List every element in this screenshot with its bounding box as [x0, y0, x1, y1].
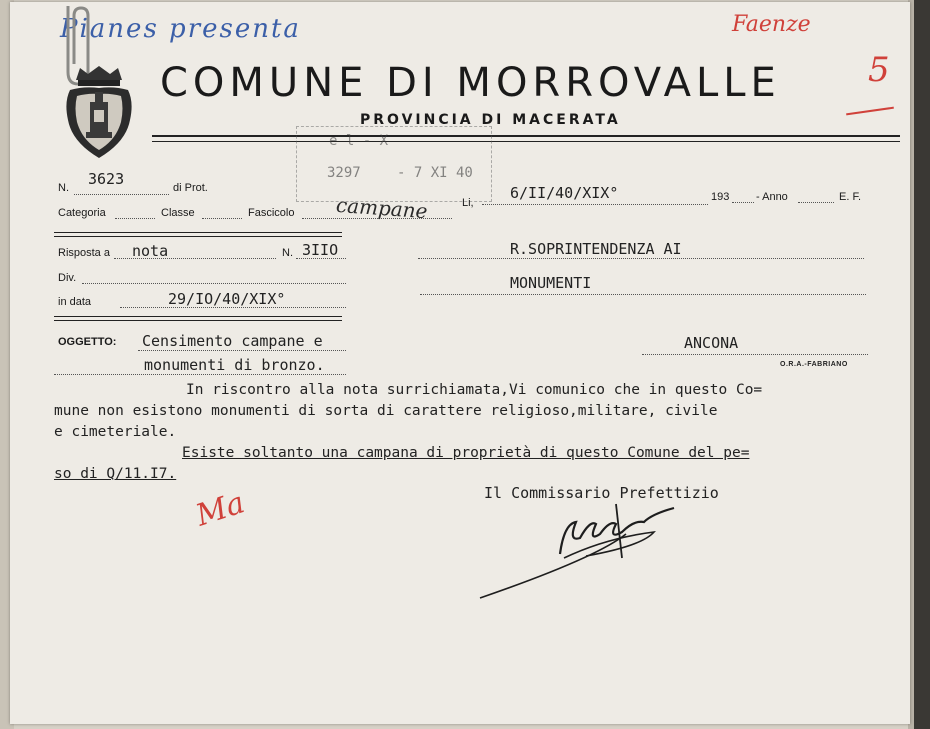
- protocol-number: 3623: [88, 170, 125, 188]
- oggetto-line-2: monumenti di bronzo.: [144, 356, 325, 374]
- red-pencil-mark: Ma: [191, 485, 249, 534]
- section-rule-1: [54, 232, 342, 233]
- protocol-prot-label: di Prot.: [173, 182, 208, 194]
- classe-label: Classe: [161, 207, 195, 219]
- div-label: Div.: [58, 272, 77, 284]
- recipient-city: ANCONA: [684, 334, 739, 352]
- signatory-title: Il Commissario Prefettizio: [484, 484, 719, 502]
- reply-date: 29/IO/40/XIX°: [168, 290, 286, 308]
- risposta-label: Risposta a: [58, 247, 110, 259]
- fascicolo-label: Fascicolo: [248, 207, 295, 219]
- data-label: in data: [58, 296, 92, 308]
- section-rule-2: [54, 236, 342, 237]
- stamp-number: 3297: [327, 165, 361, 181]
- section-rule-4: [54, 320, 342, 321]
- stamp-line: e l - X: [329, 133, 389, 149]
- handwritten-note-top-left: Pianes presenta: [60, 14, 301, 44]
- ef-label: E. F.: [839, 191, 862, 203]
- province-name: PROVINCIA DI MACERATA: [360, 112, 621, 128]
- reply-n-label: N.: [282, 247, 293, 259]
- header-rule-thick: [152, 135, 900, 137]
- body-line-2: mune non esistono monumenti di sorta di carattere religioso,militare, civile: [54, 403, 718, 419]
- li-label: Li,: [462, 197, 474, 209]
- categoria-label: Categoria: [58, 207, 106, 219]
- body-line-3: e cimeteriale.: [54, 424, 177, 440]
- year-label: 193: [711, 191, 730, 203]
- reply-number: 3IIO: [302, 241, 339, 259]
- anno-label: - Anno: [756, 191, 788, 203]
- fascicolo-value: campane: [335, 192, 429, 224]
- risposta-value: nota: [132, 242, 169, 260]
- stamp-date: - 7 XI 40: [397, 165, 473, 181]
- printer-mark: O.R.A.-FABRIANO: [780, 361, 848, 368]
- page-number: 5: [868, 50, 890, 90]
- oggetto-label: OGGETTO:: [58, 336, 117, 348]
- handwritten-note-top-right: Faenze: [732, 12, 811, 37]
- document-page: [10, 2, 910, 724]
- body-line-4: Esiste soltanto una campana di proprietà di questo Comune del pe=: [182, 445, 750, 461]
- page-title: COMUNE DI MORROVALLE: [160, 60, 781, 106]
- coat-of-arms-icon: [62, 62, 136, 162]
- recipient-line-1: R.SOPRINTENDENZA AI: [510, 240, 682, 258]
- header-rule-thin: [152, 141, 900, 142]
- body-line-5: so di Q/11.I7.: [54, 466, 177, 482]
- protocol-n-label: N.: [58, 182, 69, 194]
- recipient-line-2: MONUMENTI: [510, 274, 592, 292]
- letter-date: 6/II/40/XIX°: [510, 184, 619, 202]
- body-line-1: In riscontro alla nota surrichiamata,Vi comunico che in questo Co=: [186, 382, 763, 398]
- section-rule-3: [54, 316, 342, 317]
- registration-stamp: [296, 126, 492, 202]
- signature-icon: [476, 494, 700, 602]
- red-underline: [846, 107, 894, 116]
- background-right: [908, 0, 930, 729]
- oggetto-line-1: Censimento campane e: [142, 332, 323, 350]
